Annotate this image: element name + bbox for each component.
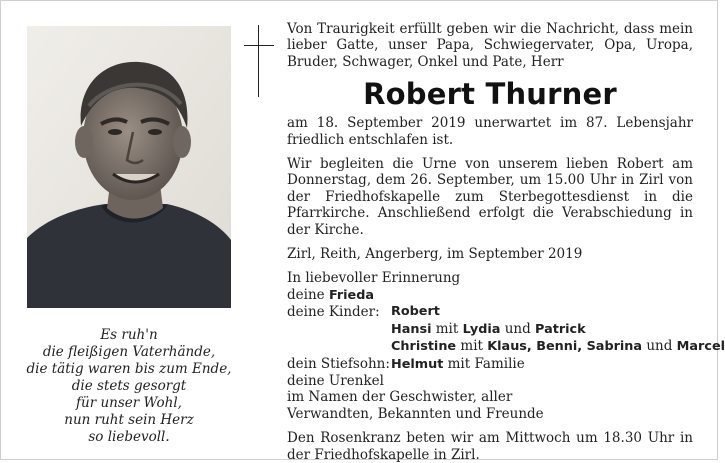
portrait-photo	[27, 26, 231, 308]
poem-line: die tätig waren bis zum Ende,	[26, 361, 232, 377]
connector-text: und	[642, 338, 677, 355]
connector-text: mit	[431, 320, 463, 337]
wife-line	[287, 287, 693, 304]
wife-name: Frieda	[328, 287, 375, 303]
stepson-rest: mit Familie	[443, 355, 525, 372]
place-date: Zirl, Reith, Angerberg, im September 2019	[287, 246, 583, 263]
deceased-name: Robert Thurner	[363, 77, 617, 112]
notice-text	[287, 21, 725, 463]
grandchild-name: Patrick	[535, 321, 586, 337]
stepson-label: dein Stiefsohn:	[287, 355, 390, 372]
poem-line: so liebevoll.	[88, 429, 170, 445]
children-label: deine Kinder:	[287, 304, 380, 321]
grandchildren-names: Klaus, Benni, Sabrina	[487, 339, 643, 355]
cross-icon	[244, 25, 274, 97]
siblings-line: im Namen der Geschwister, aller Verwandten, Bekannten und Freunde	[287, 389, 544, 422]
poem-line: für unser Wohl,	[76, 395, 182, 411]
poem-line: die stets gesorgt	[71, 378, 187, 394]
poem-line: die fleißigen Vaterhände,	[42, 344, 216, 360]
funeral-paragraph: Wir begleiten die Urne von unserem lieben Robert am Donnerstag, dem 26. September, um 15.00 Uhr in Zirl von der Friedhofskapelle zum Sterbegottesdienst in die Pfarrkirche. Anschließend erfolgt die Verabschiedung in der Kirche.	[287, 156, 693, 238]
death-paragraph: am 18. September 2019 unerwartet im 87. Lebensjahr friedlich entschlafen ist.	[287, 115, 693, 148]
grandchild-name: Marcel	[676, 339, 725, 355]
child-name: Hansi	[391, 321, 432, 337]
child-name: Robert	[391, 304, 440, 320]
connector-text: und	[500, 320, 536, 337]
wife-label: deine	[287, 286, 325, 303]
child-name: Christine	[391, 339, 457, 355]
rosary-paragraph: Den Rosenkranz beten wir am Mittwoch um 18.30 Uhr in der Friedhofskapelle in Zirl.	[287, 430, 693, 463]
child-line	[287, 321, 693, 338]
poem-line: Es ruh'n	[100, 327, 158, 343]
stepson-name: Helmut	[391, 356, 444, 372]
connector-text: mit	[456, 338, 488, 355]
child-line	[287, 338, 725, 355]
great-grandchildren-line: deine Urenkel	[287, 372, 384, 389]
partner-name: Lydia	[462, 321, 501, 337]
memory-line: In liebevoller Erinnerung	[287, 270, 461, 287]
children-row	[287, 304, 693, 320]
stepson-row	[287, 356, 693, 373]
intro-paragraph: Von Traurigkeit erfüllt geben wir die Nachricht, dass mein lieber Gatte, unser Papa, Schwiegervater, Opa, Uropa, Bruder, Schwager, Onkel und Pate, Herr	[287, 21, 693, 70]
poem-line: nun ruht sein Herz	[64, 412, 194, 428]
memorial-poem	[21, 327, 237, 446]
